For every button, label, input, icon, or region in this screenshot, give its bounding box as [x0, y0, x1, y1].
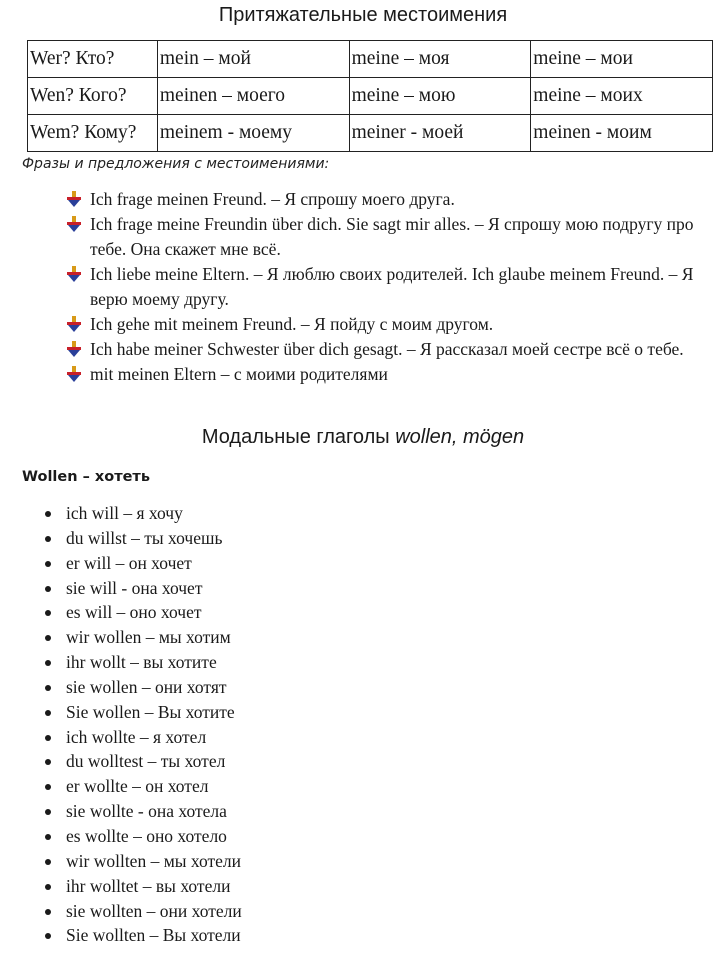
conjugation-text: wir wollen – мы хотим	[66, 627, 231, 648]
phrase-text: mit meinen Eltern – с моими родителями	[90, 364, 388, 384]
arrow-down-icon	[66, 216, 82, 232]
list-item	[66, 337, 706, 362]
list-item	[42, 900, 242, 925]
table-cell: meiner - моей	[349, 115, 531, 152]
table-cell: Wen? Кого?	[28, 78, 158, 115]
conjugation-text: du wolltest – ты хотел	[66, 751, 226, 772]
bullet-icon	[45, 511, 51, 517]
list-item	[42, 825, 242, 850]
list-item	[42, 924, 242, 949]
bullet-icon	[45, 685, 51, 691]
bullet-icon	[45, 859, 51, 865]
modal-verbs-heading-prefix: Модальные глаголы	[201, 426, 396, 448]
table-cell: meinen – моего	[157, 78, 349, 115]
page-title: Притяжательные местоимения	[218, 4, 508, 26]
wollen-conjugation-list	[42, 502, 242, 949]
bullet-icon	[45, 536, 51, 542]
conjugation-text: ich will – я хочу	[66, 503, 183, 523]
conjugation-text: sie will - она хочет	[66, 577, 203, 598]
list-item	[42, 800, 242, 825]
bullet-icon	[45, 759, 51, 765]
bullet-icon	[45, 635, 51, 641]
conjugation-text: ich wollte – я хотел	[66, 726, 207, 747]
list-item	[42, 875, 242, 900]
phrase-text: Ich frage meine Freundin über dich. Sie sagt mir alles. – Я спрошу мою подругу про тебе. Она скажет мне всё.	[90, 214, 694, 259]
conjugation-text: es will – оно хочет	[66, 602, 202, 623]
conjugation-text: er will – он хочет	[66, 552, 192, 573]
conjugation-text: es wollte – оно хотело	[66, 825, 227, 846]
table-cell: meinen - моим	[531, 115, 713, 152]
list-item	[66, 262, 706, 312]
modal-verbs-heading	[0, 426, 726, 449]
table-cell: Wer? Кто?	[28, 41, 158, 78]
bullet-icon	[45, 784, 51, 790]
phrases-subtitle: Фразы и предложения с местоимениями:	[22, 156, 330, 172]
bullet-icon	[45, 610, 51, 616]
table-row	[28, 115, 713, 152]
conjugation-text: sie wollte - она хотела	[66, 801, 227, 822]
bullet-icon	[45, 660, 51, 666]
conjugation-text: ihr wollt – вы хотите	[66, 652, 217, 673]
list-item	[42, 701, 242, 726]
list-item	[42, 775, 242, 800]
list-item	[66, 187, 706, 212]
list-item	[42, 850, 242, 875]
list-item	[66, 212, 706, 262]
conjugation-text: er wollte – он хотел	[66, 776, 209, 797]
phrases-list	[66, 187, 706, 387]
table-cell: meine – моя	[349, 41, 531, 78]
bullet-icon	[45, 809, 51, 815]
bullet-icon	[45, 561, 51, 567]
table-cell: meine – мои	[531, 41, 713, 78]
table-row	[28, 78, 713, 115]
table-cell: mein – мой	[157, 41, 349, 78]
conjugation-text: Sie wollten – Вы хотели	[66, 925, 241, 946]
list-item	[66, 312, 706, 337]
table-cell: meinem - моему	[157, 115, 349, 152]
list-item	[42, 527, 242, 552]
phrase-text: Ich gehe mit meinem Freund. – Я пойду с моим другом.	[90, 314, 494, 334]
bullet-icon	[45, 909, 51, 915]
list-item	[42, 601, 242, 626]
conjugation-text: ihr wolltet – вы хотели	[66, 875, 231, 896]
list-item	[66, 362, 706, 387]
modal-verbs-heading-verbs: wollen, mögen	[395, 426, 525, 448]
list-item	[42, 577, 242, 602]
list-item	[42, 750, 242, 775]
arrow-down-icon	[66, 341, 82, 357]
bullet-icon	[45, 933, 51, 939]
table-cell: meine – моих	[531, 78, 713, 115]
bullet-icon	[45, 586, 51, 592]
phrase-text: Ich frage meinen Freund. – Я спрошу моего друга.	[90, 189, 455, 209]
bullet-icon	[45, 735, 51, 741]
table-cell: Wem? Кому?	[28, 115, 158, 152]
conjugation-text: sie wollten – они хотели	[66, 900, 242, 921]
arrow-down-icon	[66, 366, 82, 382]
arrow-down-icon	[66, 191, 82, 207]
bullet-icon	[45, 884, 51, 890]
conjugation-text: du willst – ты хочешь	[66, 527, 223, 548]
wollen-heading: Wollen – хотеть	[22, 469, 151, 485]
list-item	[42, 626, 242, 651]
arrow-down-icon	[66, 266, 82, 282]
conjugation-text: wir wollten – мы хотели	[66, 850, 242, 871]
phrase-text: Ich habe meiner Schwester über dich gesagt. – Я рассказал моей сестре всё о тебе.	[90, 339, 684, 359]
possessive-pronouns-table	[27, 40, 713, 152]
list-item	[42, 676, 242, 701]
list-item	[42, 726, 242, 751]
table-cell: meine – мою	[349, 78, 531, 115]
list-item	[42, 651, 242, 676]
bullet-icon	[45, 834, 51, 840]
conjugation-text: sie wollen – они хотят	[66, 676, 227, 697]
list-item	[42, 552, 242, 577]
list-item	[42, 502, 242, 527]
conjugation-text: Sie wollen – Вы хотите	[66, 701, 235, 722]
table-row	[28, 41, 713, 78]
phrase-text: Ich liebe meine Eltern. – Я люблю своих родителей. Ich glaube meinem Freund. – Я верю моему другу.	[90, 264, 694, 309]
arrow-down-icon	[66, 316, 82, 332]
bullet-icon	[45, 710, 51, 716]
